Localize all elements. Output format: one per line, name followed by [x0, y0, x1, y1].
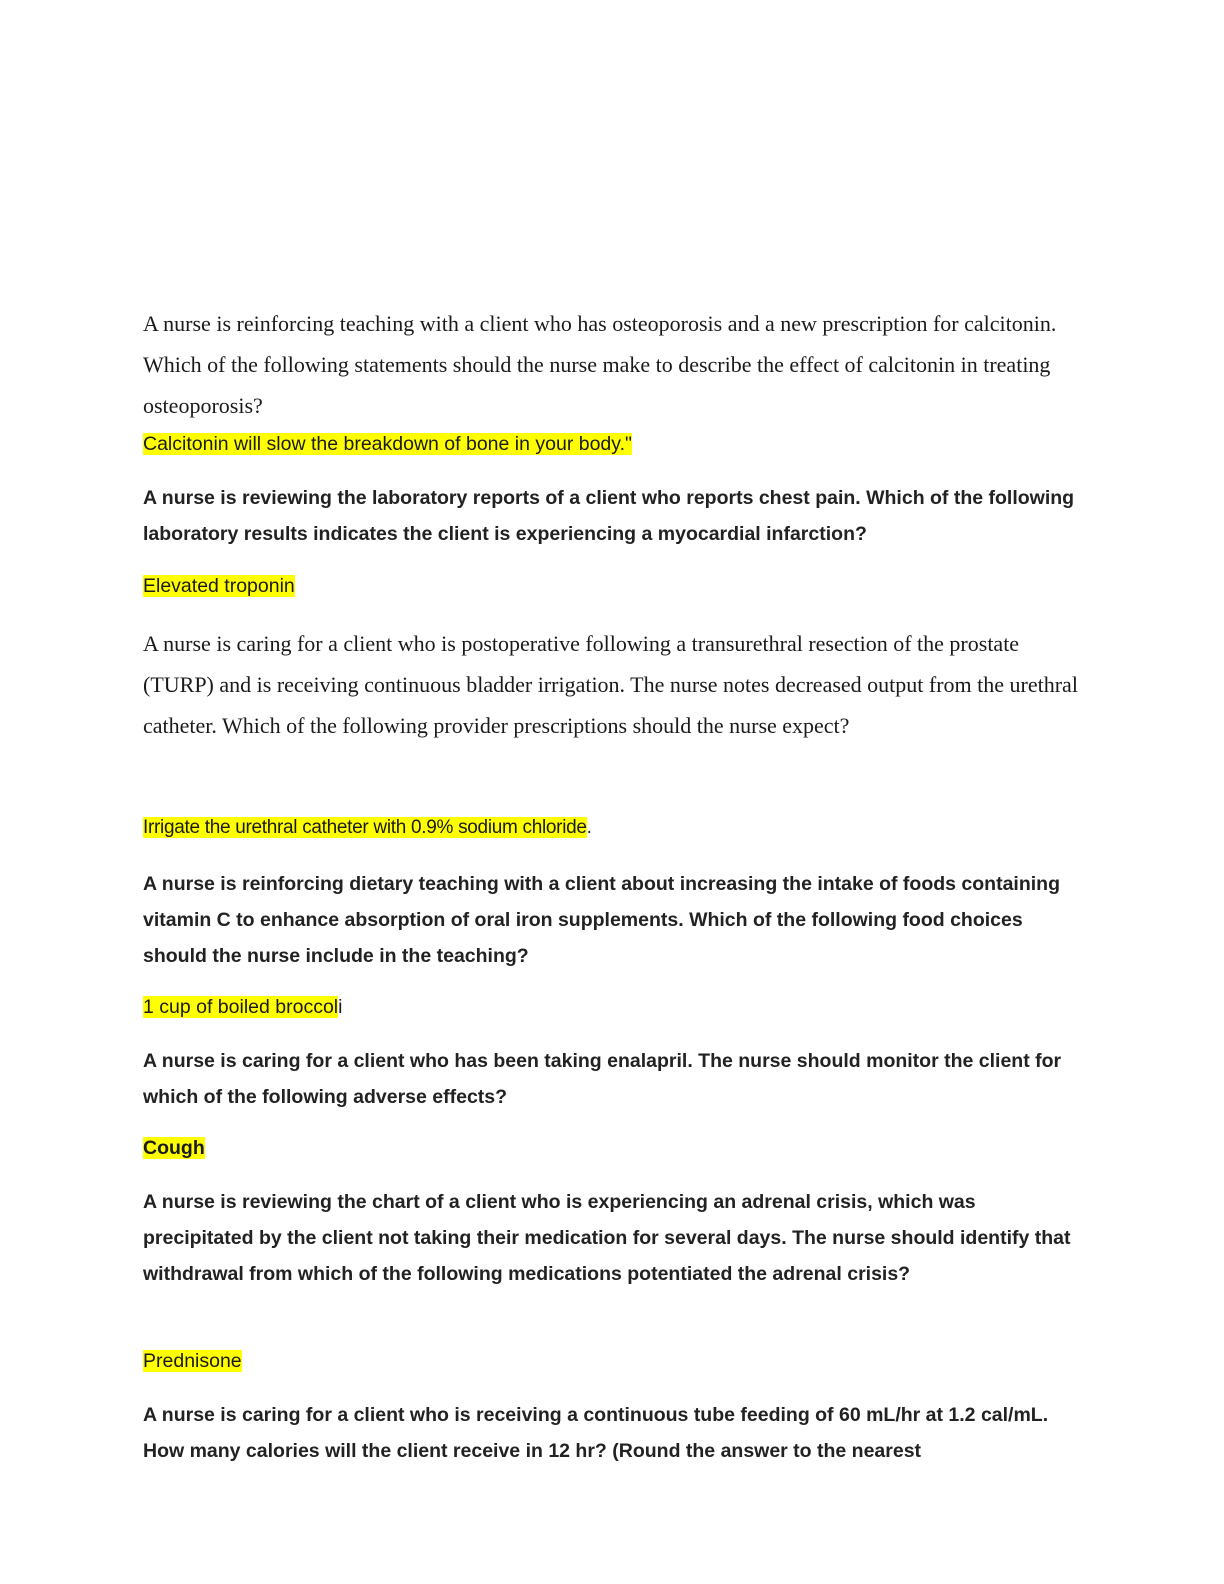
answer-2 — [143, 573, 295, 600]
answer-1-highlight: Calcitonin will slow the breakdown of bone in your body." — [143, 433, 632, 455]
answer-5 — [143, 1135, 205, 1162]
answer-3-highlight: Irrigate the urethral catheter with 0.9% sodium chloride — [143, 817, 587, 838]
answer-5-highlight: Cough — [143, 1137, 205, 1159]
answer-4-highlight: 1 cup of boiled broccol — [143, 996, 339, 1018]
question-6: A nurse is reviewing the chart of a client who is experiencing an adrenal crisis, which was precipitated by the client not taking their medication for several days. The nurse should identify that withdrawal from which of the following medications potentiated the adrenal crisis? — [143, 1191, 1071, 1285]
question-3: A nurse is caring for a client who is postoperative following a transurethral resection of the prostate (TURP) and is receiving continuous bladder irrigation. The nurse notes decreased output from the urethral catheter. Which of the following provider prescriptions should the nurse expect? — [143, 631, 1078, 738]
question-7: A nurse is caring for a client who is receiving a continuous tube feeding of 60 mL/hr at 1.2 cal/mL. How many calories will the client receive in 12 hr? (Round the answer to the nearest — [143, 1404, 1049, 1462]
answer-6-highlight: Prednisone — [143, 1350, 242, 1372]
question-1: A nurse is reinforcing teaching with a client who has osteoporosis and a new prescription for calcitonin. Which of the following statements should the nurse make to describe the effect of calcitonin in treating osteoporosis? — [143, 311, 1057, 418]
question-5: A nurse is caring for a client who has been taking enalapril. The nurse should monitor the client for which of the following adverse effects? — [143, 1050, 1062, 1108]
answer-2-highlight: Elevated troponin — [143, 575, 295, 597]
answer-3-trailing: . — [586, 817, 592, 838]
question-4: A nurse is reinforcing dietary teaching with a client about increasing the intake of foods containing vitamin C to enhance absorption of oral iron supplements. Which of the following food choices should the nurse include in the teaching? — [143, 873, 1060, 967]
answer-6 — [143, 1348, 242, 1375]
answer-1 — [143, 431, 632, 458]
question-2: A nurse is reviewing the laboratory reports of a client who reports chest pain. Which of the following laboratory results indicates the client is experiencing a myocardial infarction? — [143, 487, 1075, 545]
answer-3 — [143, 814, 592, 841]
answer-4 — [143, 994, 342, 1021]
answer-4-trailing: i — [338, 996, 343, 1018]
